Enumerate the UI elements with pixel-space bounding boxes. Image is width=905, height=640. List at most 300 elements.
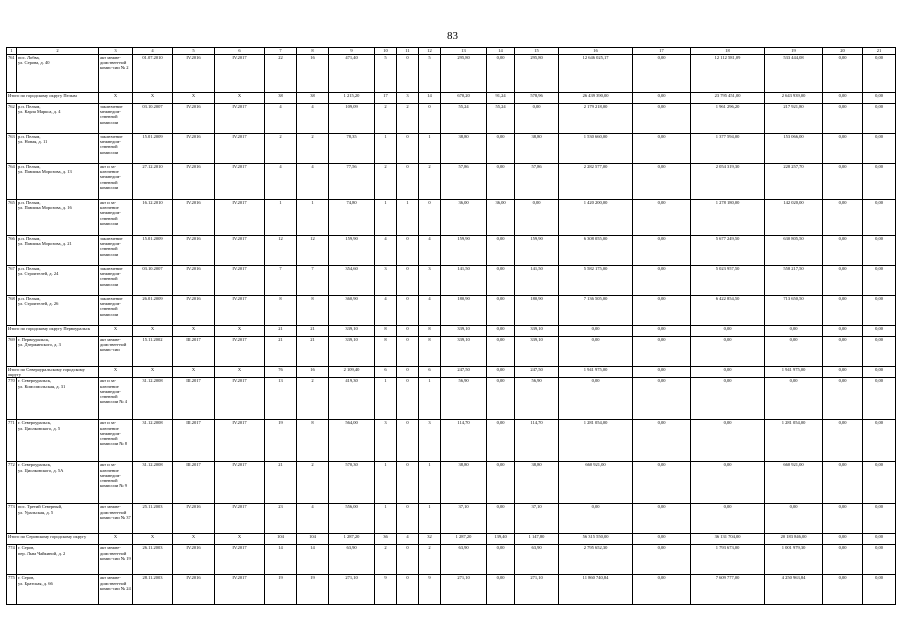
table-cell: 6 bbox=[375, 367, 397, 378]
table-cell: 0,00 bbox=[823, 378, 863, 420]
table-cell: 1 bbox=[375, 200, 397, 236]
table-cell: 180,90 bbox=[515, 296, 559, 326]
table-cell: IV.2017 bbox=[215, 378, 265, 420]
table-cell: 0,00 bbox=[487, 134, 515, 164]
table-cell: 2 282 577,00 bbox=[559, 164, 633, 200]
table-cell: 142 020,00 bbox=[765, 200, 823, 236]
table-cell: 0 bbox=[397, 55, 419, 93]
table-cell: 63,90 bbox=[329, 545, 375, 575]
table-cell: 0,00 bbox=[633, 200, 691, 236]
table-cell: 180,90 bbox=[441, 296, 487, 326]
table-cell: 1 bbox=[397, 200, 419, 236]
table-cell: 0,00 bbox=[823, 367, 863, 378]
table-cell: IV.2016 bbox=[173, 296, 215, 326]
table-cell: 0,00 bbox=[633, 420, 691, 462]
table-cell: 0,00 bbox=[863, 200, 896, 236]
table-cell: 1 215,20 bbox=[329, 93, 375, 104]
table-row bbox=[7, 420, 896, 462]
table-cell: 7 136 505,00 bbox=[559, 296, 633, 326]
table-cell: 141,50 bbox=[441, 266, 487, 296]
table-cell: 0,00 bbox=[487, 236, 515, 266]
table-row bbox=[7, 134, 896, 164]
table-cell: 13 bbox=[265, 378, 297, 420]
table-cell: IV.2016 bbox=[173, 266, 215, 296]
table-cell: 1 281 054,00 bbox=[765, 420, 823, 462]
table-cell: 768 bbox=[7, 296, 17, 326]
page-number: 83 bbox=[447, 30, 458, 42]
table-cell: 0,00 bbox=[823, 575, 863, 605]
table-cell: заключение межведом-ственной комиссии bbox=[99, 236, 133, 266]
table-cell: акт межве-домствен-ной комис-сии № 24 bbox=[99, 575, 133, 605]
table-cell: акт и за-ключение межведом-ственной комиссии № 8 bbox=[99, 420, 133, 462]
table-cell: 0 bbox=[419, 104, 441, 134]
subtotal-row bbox=[7, 326, 896, 337]
table-cell: 0,00 bbox=[863, 55, 896, 93]
table-cell: 56 315 550,00 bbox=[559, 534, 633, 545]
table-cell: 0,00 bbox=[863, 420, 896, 462]
table-cell: X bbox=[215, 367, 265, 378]
table-cell: 0 bbox=[397, 420, 419, 462]
table-cell: 2 bbox=[375, 545, 397, 575]
table-cell: 16 bbox=[297, 367, 329, 378]
table-cell: 1 530 660,00 bbox=[559, 134, 633, 164]
table-cell: 0,00 bbox=[823, 534, 863, 545]
table-cell: 0,00 bbox=[691, 326, 765, 337]
table-cell: IV.2017 bbox=[215, 266, 265, 296]
table-cell: 774 bbox=[7, 545, 17, 575]
subtotal-label: Итого по городскому округу Первоуральск bbox=[7, 326, 99, 337]
table-cell: 765 bbox=[7, 200, 17, 236]
table-cell: 2 bbox=[375, 164, 397, 200]
table-cell: 564,00 bbox=[329, 420, 375, 462]
table-cell: 1 bbox=[419, 504, 441, 534]
table-cell: 21 bbox=[265, 326, 297, 337]
table-cell: 228 257,70 bbox=[765, 164, 823, 200]
table-cell: 0 bbox=[397, 134, 419, 164]
table-cell: 104 bbox=[265, 534, 297, 545]
table-row bbox=[7, 545, 896, 575]
table-row bbox=[7, 266, 896, 296]
table-cell: 0,00 bbox=[487, 296, 515, 326]
table-cell: X bbox=[215, 93, 265, 104]
table-cell: 0 bbox=[397, 296, 419, 326]
table-cell: IV.2017 bbox=[215, 337, 265, 367]
table-cell: 1 420 200,00 bbox=[559, 200, 633, 236]
table-cell: 0,00 bbox=[487, 504, 515, 534]
table-cell: 339,10 bbox=[515, 337, 559, 367]
table-cell: акт и за-ключение межведом-ственной комиссии bbox=[99, 164, 133, 200]
table-cell: IV.2016 bbox=[173, 134, 215, 164]
table-cell: 578,96 bbox=[515, 93, 559, 104]
subtotal-row bbox=[7, 534, 896, 545]
table-cell: 4 bbox=[265, 164, 297, 200]
table-row bbox=[7, 55, 896, 93]
table-cell: X bbox=[133, 534, 173, 545]
table-cell: 8 bbox=[419, 326, 441, 337]
table-cell: 1 bbox=[265, 200, 297, 236]
table-cell: 0,00 bbox=[487, 55, 515, 93]
table-cell: 76 bbox=[265, 367, 297, 378]
table-cell: г. Североуральск, ул. Комсомольская, д. 31 bbox=[17, 378, 99, 420]
table-cell: 773 bbox=[7, 504, 17, 534]
table-cell: 0,00 bbox=[863, 266, 896, 296]
table-cell: 8 bbox=[419, 337, 441, 367]
table-cell: 26.01.2009 bbox=[133, 296, 173, 326]
table-cell: 77,56 bbox=[329, 164, 375, 200]
table-cell: 19 bbox=[265, 575, 297, 605]
table-cell: 36 bbox=[375, 534, 397, 545]
housing-register-table bbox=[6, 47, 896, 605]
table-cell: 0,00 bbox=[823, 504, 863, 534]
column-number: 8 bbox=[297, 48, 329, 55]
table-cell: X bbox=[173, 93, 215, 104]
column-number: 13 bbox=[441, 48, 487, 55]
table-cell: 0 bbox=[397, 236, 419, 266]
table-cell: 271,10 bbox=[515, 575, 559, 605]
table-cell: 0 bbox=[397, 575, 419, 605]
table-cell: 0,00 bbox=[633, 504, 691, 534]
table-cell: 660 921,00 bbox=[559, 462, 633, 504]
table-cell: 762 bbox=[7, 104, 17, 134]
table-cell: 295,80 bbox=[515, 55, 559, 93]
column-number: 15 bbox=[515, 48, 559, 55]
table-cell: 22 bbox=[265, 55, 297, 93]
table-cell: 1 bbox=[375, 378, 397, 420]
table-row bbox=[7, 200, 896, 236]
table-cell: р.п. Пелым, ул. Новая, д. 11 bbox=[17, 134, 99, 164]
table-cell: 56,90 bbox=[441, 378, 487, 420]
table-cell: 660 921,00 bbox=[765, 462, 823, 504]
table-cell: г. Первоуральск, ул. Дзержинского, д. 3 bbox=[17, 337, 99, 367]
table-cell: X bbox=[133, 367, 173, 378]
table-cell: 114,70 bbox=[515, 420, 559, 462]
table-cell: 26.11.2003 bbox=[133, 545, 173, 575]
table-cell: IV.2017 bbox=[215, 200, 265, 236]
table-cell: заключение межведом-ственной комиссии bbox=[99, 266, 133, 296]
table-cell: 8 bbox=[375, 326, 397, 337]
table-cell: 339,10 bbox=[515, 326, 559, 337]
table-cell: 0,00 bbox=[559, 326, 633, 337]
table-cell: акт межве-домствен-ной комис-сии bbox=[99, 337, 133, 367]
table-cell: 0,00 bbox=[633, 164, 691, 200]
table-cell: 0,00 bbox=[823, 462, 863, 504]
table-cell: 2 109,40 bbox=[329, 367, 375, 378]
table-cell: 0,00 bbox=[633, 266, 691, 296]
table-cell: IV.2017 bbox=[215, 420, 265, 462]
table-cell: 556,00 bbox=[329, 504, 375, 534]
table-cell: 21 bbox=[297, 326, 329, 337]
table-cell: 159,90 bbox=[515, 236, 559, 266]
column-number: 14 bbox=[487, 48, 515, 55]
table-cell: 0,00 bbox=[823, 545, 863, 575]
table-cell: заключение межведом-ственной комиссии bbox=[99, 296, 133, 326]
table-cell: 26 439 390,00 bbox=[559, 93, 633, 104]
table-cell: 114,70 bbox=[441, 420, 487, 462]
table-cell: 4 bbox=[397, 534, 419, 545]
table-cell: 339,10 bbox=[441, 326, 487, 337]
table-cell: 2 054 319,30 bbox=[691, 164, 765, 200]
table-cell: 0,00 bbox=[487, 378, 515, 420]
table-cell: 339,10 bbox=[329, 326, 375, 337]
table-cell: 38,80 bbox=[515, 134, 559, 164]
table-cell: 0,00 bbox=[633, 296, 691, 326]
table-cell: 5 bbox=[419, 55, 441, 93]
table-cell: 9 bbox=[375, 575, 397, 605]
table-cell: 769 bbox=[7, 337, 17, 367]
table-cell: 761 bbox=[7, 55, 17, 93]
table-cell: 31.12.2008 bbox=[133, 462, 173, 504]
table-cell: акт и за-ключение межведом-ственной комиссии № 4 bbox=[99, 378, 133, 420]
table-cell: 2 bbox=[375, 104, 397, 134]
table-cell: 03.10.2007 bbox=[133, 104, 173, 134]
table-cell: IV.2017 bbox=[215, 55, 265, 93]
table-cell: 7 609 777,00 bbox=[691, 575, 765, 605]
table-cell: 8 bbox=[375, 337, 397, 367]
table-cell: 630 805,50 bbox=[765, 236, 823, 266]
table-cell: IV.2017 bbox=[215, 164, 265, 200]
table-cell: 0,00 bbox=[863, 367, 896, 378]
table-cell: 2 bbox=[265, 134, 297, 164]
table-cell: X bbox=[215, 326, 265, 337]
table-cell: 1 001 979,30 bbox=[765, 545, 823, 575]
table-cell: IV.2016 bbox=[173, 575, 215, 605]
table-cell: 38 bbox=[265, 93, 297, 104]
table-cell: IV.2017 bbox=[215, 504, 265, 534]
table-cell: 4 bbox=[297, 104, 329, 134]
table-cell: 12 112 581,09 bbox=[691, 55, 765, 93]
table-cell: 0 bbox=[397, 266, 419, 296]
table-cell: 271,10 bbox=[441, 575, 487, 605]
column-number: 21 bbox=[863, 48, 896, 55]
table-cell: X bbox=[215, 534, 265, 545]
table-cell: 9 bbox=[419, 575, 441, 605]
table-cell: 8 bbox=[297, 296, 329, 326]
table-cell: 1 bbox=[419, 134, 441, 164]
table-cell: 4 bbox=[419, 236, 441, 266]
table-cell: 0,00 bbox=[863, 326, 896, 337]
table-cell: IV.2017 bbox=[215, 134, 265, 164]
table-cell: г. Североуральск, ул. Циолковского, д. 5А bbox=[17, 462, 99, 504]
column-number: 12 bbox=[419, 48, 441, 55]
table-cell: 0,00 bbox=[823, 55, 863, 93]
table-cell: 0,00 bbox=[559, 378, 633, 420]
table-cell: IV.2016 bbox=[173, 504, 215, 534]
table-cell: 0,00 bbox=[487, 575, 515, 605]
column-number-row bbox=[7, 48, 896, 55]
table-cell: 20 183 846,00 bbox=[765, 534, 823, 545]
table-cell: 25.11.2003 bbox=[133, 504, 173, 534]
table-cell: 4 bbox=[375, 296, 397, 326]
table-cell: 109,09 bbox=[329, 104, 375, 134]
table-cell: 19 bbox=[265, 420, 297, 462]
table-cell: IV.2017 bbox=[215, 104, 265, 134]
table-cell: пос. Лобва, ул. Серова, д. 40 bbox=[17, 55, 99, 93]
table-cell: 0,00 bbox=[633, 134, 691, 164]
table-cell: 0,00 bbox=[823, 93, 863, 104]
table-cell: 36 131 704,00 bbox=[691, 534, 765, 545]
column-number: 18 bbox=[691, 48, 765, 55]
column-number: 7 bbox=[265, 48, 297, 55]
table-cell: 5 582 175,00 bbox=[559, 266, 633, 296]
table-row bbox=[7, 462, 896, 504]
table-cell: 74,80 bbox=[329, 200, 375, 236]
table-cell: 31.12.2008 bbox=[133, 420, 173, 462]
table-cell: 0,00 bbox=[863, 236, 896, 266]
column-number: 17 bbox=[633, 48, 691, 55]
table-cell: 0 bbox=[397, 462, 419, 504]
table-cell: 0,00 bbox=[633, 93, 691, 104]
table-cell: г. Североуральск, ул. Циолковского, д. 5 bbox=[17, 420, 99, 462]
table-cell: акт и за-ключение межведом-ственной комиссии bbox=[99, 200, 133, 236]
table-row bbox=[7, 236, 896, 266]
table-cell: 670,20 bbox=[441, 93, 487, 104]
table-cell: 0,00 bbox=[515, 200, 559, 236]
table-cell: 1 147,80 bbox=[515, 534, 559, 545]
table-cell: г. Серов, ул. Братская, д. 66 bbox=[17, 575, 99, 605]
table-cell: 0,00 bbox=[487, 326, 515, 337]
table-cell: 764 bbox=[7, 164, 17, 200]
subtotal-label: Итого по Североуральскому городскому округу bbox=[7, 367, 99, 378]
table-cell: 16 bbox=[297, 55, 329, 93]
table-cell: X bbox=[99, 326, 133, 337]
table-cell: 57,86 bbox=[515, 164, 559, 200]
table-cell: 1 287,20 bbox=[441, 534, 487, 545]
table-cell: 570,30 bbox=[329, 462, 375, 504]
table-cell: 2 bbox=[297, 462, 329, 504]
table-cell: III.2017 bbox=[173, 420, 215, 462]
table-cell: 12 bbox=[265, 236, 297, 266]
table-cell: 0,00 bbox=[691, 462, 765, 504]
column-number: 10 bbox=[375, 48, 397, 55]
table-cell: р.п. Пелым, ул. Строителей, д. 24 bbox=[17, 266, 99, 296]
table-cell: 0,00 bbox=[823, 266, 863, 296]
table-cell: 15.01.2009 bbox=[133, 236, 173, 266]
table-cell: 0,00 bbox=[863, 296, 896, 326]
table-cell: 0,00 bbox=[863, 378, 896, 420]
table-cell: 153 066,00 bbox=[765, 134, 823, 164]
table-cell: 2 795 652,30 bbox=[559, 545, 633, 575]
table-cell: 0,00 bbox=[487, 337, 515, 367]
table-cell: IV.2016 bbox=[173, 164, 215, 200]
table-cell: IV.2017 bbox=[215, 462, 265, 504]
table-row bbox=[7, 164, 896, 200]
table-cell: 57,86 bbox=[441, 164, 487, 200]
table-cell: 55,24 bbox=[441, 104, 487, 134]
table-cell: акт и за-ключение межведом-ственной комиссии № 9 bbox=[99, 462, 133, 504]
table-cell: 37,10 bbox=[441, 504, 487, 534]
table-cell: 1 278 180,00 bbox=[691, 200, 765, 236]
table-cell: 63,90 bbox=[441, 545, 487, 575]
table-cell: 772 bbox=[7, 462, 17, 504]
table-cell: 0,00 bbox=[633, 367, 691, 378]
table-cell: 11 860 740,84 bbox=[559, 575, 633, 605]
table-cell: 2 bbox=[419, 164, 441, 200]
table-cell: 0,00 bbox=[823, 200, 863, 236]
table-cell: 0,00 bbox=[823, 164, 863, 200]
table-cell: 0,00 bbox=[765, 378, 823, 420]
table-cell: IV.2016 bbox=[173, 55, 215, 93]
table-cell: 1 793 673,00 bbox=[691, 545, 765, 575]
table-cell: 0,00 bbox=[823, 134, 863, 164]
table-cell: 23 bbox=[265, 504, 297, 534]
table-cell: 0,00 bbox=[863, 134, 896, 164]
table-cell: 38 bbox=[297, 93, 329, 104]
subtotal-row bbox=[7, 93, 896, 104]
table-cell: р.п. Пелым, ул. Павлика Морозова, д. 21 bbox=[17, 236, 99, 266]
table-cell: 0,00 bbox=[863, 104, 896, 134]
table-cell: 12 646 025,17 bbox=[559, 55, 633, 93]
column-number: 20 bbox=[823, 48, 863, 55]
table-cell: 0,00 bbox=[633, 236, 691, 266]
table-cell: 4 bbox=[375, 236, 397, 266]
table-cell: X bbox=[133, 93, 173, 104]
table-cell: 1 bbox=[419, 462, 441, 504]
table-cell: 0,00 bbox=[691, 378, 765, 420]
table-cell: 21 bbox=[265, 337, 297, 367]
table-cell: 78,35 bbox=[329, 134, 375, 164]
table-cell: 1 bbox=[419, 378, 441, 420]
table-cell: 1 bbox=[375, 504, 397, 534]
table-cell: 217 921,80 bbox=[765, 104, 823, 134]
table-cell: 3 bbox=[419, 420, 441, 462]
table-cell: 4 250 963,84 bbox=[765, 575, 823, 605]
table-cell: 1 961 296,20 bbox=[691, 104, 765, 134]
table-cell: 339,10 bbox=[329, 337, 375, 367]
table-cell: 0,00 bbox=[863, 504, 896, 534]
table-cell: 0,00 bbox=[765, 504, 823, 534]
table-cell: 533 444,08 bbox=[765, 55, 823, 93]
table-cell: 0,00 bbox=[559, 504, 633, 534]
subtotal-label: Итого по Серовскому городскому округу bbox=[7, 534, 99, 545]
table-cell: 23 795 451,00 bbox=[691, 93, 765, 104]
table-cell: 295,80 bbox=[441, 55, 487, 93]
table-cell: 0,00 bbox=[863, 575, 896, 605]
table-cell: 0,00 bbox=[691, 367, 765, 378]
column-number: 11 bbox=[397, 48, 419, 55]
table-row bbox=[7, 504, 896, 534]
table-cell: IV.2017 bbox=[215, 296, 265, 326]
table-cell: 0,00 bbox=[691, 504, 765, 534]
table-cell: X bbox=[173, 326, 215, 337]
table-cell: 0,00 bbox=[633, 534, 691, 545]
table-cell: 0 bbox=[397, 504, 419, 534]
table-cell: 38,80 bbox=[441, 134, 487, 164]
table-cell: г. Серов, пер. Льва Чайкиной, д. 2 bbox=[17, 545, 99, 575]
table-cell: 2 bbox=[297, 134, 329, 164]
column-number: 19 bbox=[765, 48, 823, 55]
table-cell: 0,00 bbox=[633, 575, 691, 605]
table-cell: 159,90 bbox=[329, 236, 375, 266]
table-cell: 15.11.2002 bbox=[133, 337, 173, 367]
table-body bbox=[7, 48, 896, 605]
table-cell: 2 643 939,00 bbox=[765, 93, 823, 104]
table-cell: 19 bbox=[297, 575, 329, 605]
column-number: 16 bbox=[559, 48, 633, 55]
column-number: 5 bbox=[173, 48, 215, 55]
table-cell: III.2017 bbox=[173, 378, 215, 420]
table-cell: IV.2016 bbox=[173, 200, 215, 236]
table-cell: 0,00 bbox=[823, 296, 863, 326]
table-cell: 339,10 bbox=[441, 337, 487, 367]
table-cell: 4 bbox=[419, 296, 441, 326]
table-cell: 38,80 bbox=[441, 462, 487, 504]
table-cell: заключение межведом-ственной комиссии bbox=[99, 134, 133, 164]
table-cell: 37,10 bbox=[515, 504, 559, 534]
table-cell: 0,00 bbox=[765, 326, 823, 337]
table-cell: III.2017 bbox=[173, 337, 215, 367]
table-cell: 1 bbox=[375, 134, 397, 164]
table-cell: акт межве-домствен-ной комис-сии № 19 bbox=[99, 545, 133, 575]
